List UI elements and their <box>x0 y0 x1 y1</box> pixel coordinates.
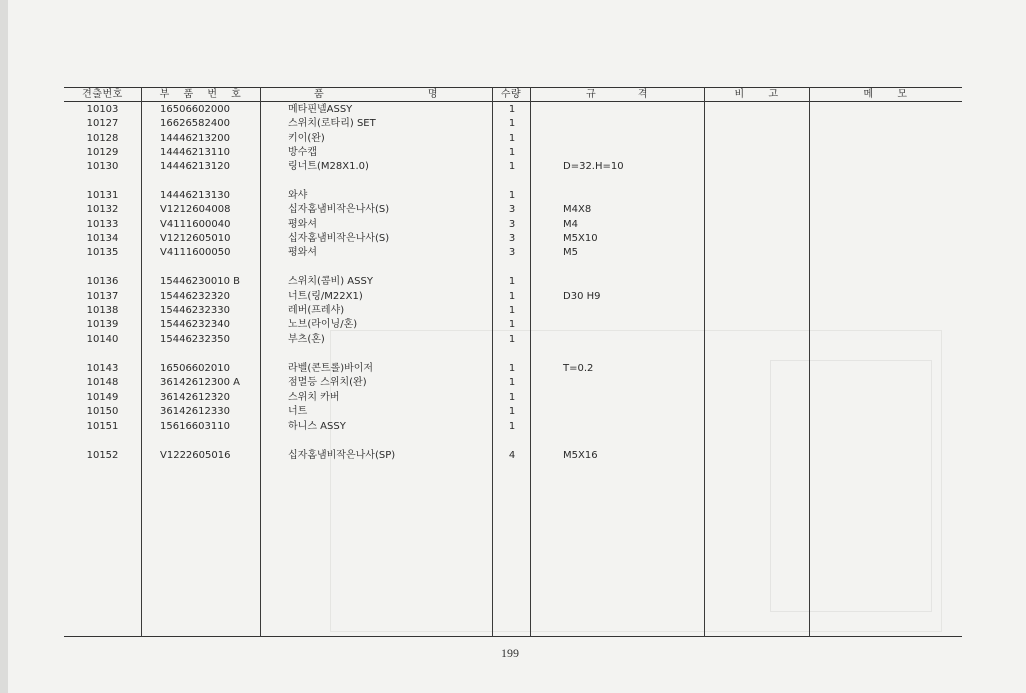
spec-cell: M5X16 <box>563 450 598 461</box>
part-name-cell: 하니스 ASSY <box>288 421 346 432</box>
quantity-cell: 1 <box>508 276 516 287</box>
part-name-cell: 레버(프레샤) <box>288 305 345 316</box>
part-name-cell: 십자홈냄비작은나사(S) <box>288 233 390 244</box>
part-no-cell: 10138 <box>86 305 119 316</box>
quantity-cell: 1 <box>508 291 516 302</box>
part-number-cell: 15446230010 B <box>160 276 241 287</box>
part-number-cell: V1212604008 <box>160 204 231 215</box>
part-no-cell: 10133 <box>86 219 119 230</box>
part-no-cell: 10127 <box>86 118 119 129</box>
part-number-cell: 14446213110 <box>160 147 230 158</box>
part-name-cell: 라벨(콘트롤)바이저 <box>288 363 374 374</box>
part-name-cell: 너트 <box>288 406 308 417</box>
part-name-cell: 링너트(M28X1.0) <box>288 161 369 172</box>
part-name-cell: 평와셔 <box>288 219 317 230</box>
table-row <box>64 449 962 463</box>
part-no-cell: 10139 <box>86 319 119 330</box>
part-no-cell: 10149 <box>86 392 119 403</box>
part-name-cell: 키이(완) <box>288 133 325 144</box>
part-no-cell: 10135 <box>86 247 119 258</box>
table-row <box>64 246 962 260</box>
part-number-cell: V4111600040 <box>160 219 231 230</box>
spec-cell: M4 <box>563 219 578 230</box>
part-number-cell: 14446213130 <box>160 190 230 201</box>
part-name-cell: 부츠(혼) <box>288 334 325 345</box>
header-quantity: 수량 <box>500 89 522 100</box>
part-number-cell: 36142612330 <box>160 406 230 417</box>
spec-cell: M5X10 <box>563 233 598 244</box>
table-row <box>64 391 962 405</box>
part-name-cell: 메타핀넬ASSY <box>288 104 353 115</box>
part-number-cell: 16626582400 <box>160 118 230 129</box>
header-part-number: 부 품 번 호 <box>159 89 242 100</box>
part-no-cell: 10151 <box>86 421 119 432</box>
table-row <box>64 420 962 434</box>
part-no-cell: 10134 <box>86 233 119 244</box>
part-name-cell: 와샤 <box>288 190 308 201</box>
part-name-cell: 스위치(로타리) SET <box>288 118 376 129</box>
table-row <box>64 275 962 289</box>
table-row <box>64 318 962 332</box>
table-row <box>64 362 962 376</box>
part-no-cell: 10136 <box>86 276 119 287</box>
quantity-cell: 1 <box>508 377 516 388</box>
quantity-cell: 1 <box>508 363 516 374</box>
quantity-cell: 1 <box>508 133 516 144</box>
quantity-cell: 3 <box>508 204 516 215</box>
table-row <box>64 405 962 419</box>
part-name-cell: 노브(라이닝/혼) <box>288 319 358 330</box>
part-number-cell: 15446232350 <box>160 334 230 345</box>
part-no-cell: 10131 <box>86 190 119 201</box>
part-name-cell: 십자홈냄비작은나사(SP) <box>288 450 396 461</box>
part-no-cell: 10128 <box>86 133 119 144</box>
part-no-cell: 10143 <box>86 363 119 374</box>
page-number: 199 <box>501 646 519 660</box>
table-bottom-rule <box>64 636 962 637</box>
table-row <box>64 189 962 203</box>
table-row <box>64 160 962 174</box>
quantity-cell: 1 <box>508 161 516 172</box>
part-number-cell: 15616603110 <box>160 421 230 432</box>
part-number-cell: 14446213200 <box>160 133 230 144</box>
parts-table <box>64 87 962 637</box>
part-name-cell: 점멸등 스위치(완) <box>288 377 367 388</box>
quantity-cell: 1 <box>508 305 516 316</box>
part-number-cell: 36142612320 <box>160 392 230 403</box>
table-row <box>64 203 962 217</box>
part-number-cell: V4111600050 <box>160 247 231 258</box>
table-row <box>64 232 962 246</box>
part-name-cell: 방수캡 <box>288 147 317 158</box>
part-no-cell: 10152 <box>86 450 119 461</box>
spec-cell: M5 <box>563 247 578 258</box>
header-part-name: 품 명 <box>314 89 438 100</box>
header-note: 비 고 <box>734 89 779 100</box>
part-no-cell: 10137 <box>86 291 119 302</box>
quantity-cell: 1 <box>508 334 516 345</box>
spec-cell: D=32.H=10 <box>563 161 624 172</box>
table-row <box>64 333 962 347</box>
part-number-cell: V1212605010 <box>160 233 231 244</box>
quantity-cell: 3 <box>508 233 516 244</box>
table-row <box>64 304 962 318</box>
header-rule <box>64 101 962 102</box>
part-number-cell: 16506602010 <box>160 363 230 374</box>
quantity-cell: 3 <box>508 219 516 230</box>
page-edge-shadow <box>0 0 8 693</box>
quantity-cell: 1 <box>508 421 516 432</box>
table-row <box>64 218 962 232</box>
part-number-cell: 15446232320 <box>160 291 230 302</box>
table-row <box>64 103 962 117</box>
part-no-cell: 10132 <box>86 204 119 215</box>
part-number-cell: V1222605016 <box>160 450 231 461</box>
part-no-cell: 10140 <box>86 334 119 345</box>
header-memo: 메 모 <box>863 89 908 100</box>
quantity-cell: 1 <box>508 147 516 158</box>
part-number-cell: 16506602000 <box>160 104 230 115</box>
quantity-cell: 1 <box>508 406 516 417</box>
spec-cell: T=0.2 <box>563 363 594 374</box>
quantity-cell: 1 <box>508 190 516 201</box>
quantity-cell: 1 <box>508 319 516 330</box>
part-no-cell: 10130 <box>86 161 119 172</box>
part-name-cell: 스위치(콤비) ASSY <box>288 276 373 287</box>
part-no-cell: 10103 <box>86 104 119 115</box>
quantity-cell: 4 <box>508 450 516 461</box>
part-number-cell: 15446232330 <box>160 305 230 316</box>
quantity-cell: 1 <box>508 104 516 115</box>
header-no: 견출번호 <box>82 89 123 100</box>
table-row <box>64 132 962 146</box>
part-number-cell: 14446213120 <box>160 161 230 172</box>
table-row <box>64 117 962 131</box>
quantity-cell: 1 <box>508 118 516 129</box>
part-name-cell: 스위치 카버 <box>288 392 340 403</box>
table-row <box>64 290 962 304</box>
part-no-cell: 10150 <box>86 406 119 417</box>
part-name-cell: 너트(링/M22X1) <box>288 291 363 302</box>
header-spec: 규 격 <box>586 89 648 100</box>
part-no-cell: 10148 <box>86 377 119 388</box>
part-name-cell: 십자홈냄비작은나사(S) <box>288 204 390 215</box>
part-number-cell: 36142612300 A <box>160 377 241 388</box>
spec-cell: D30 H9 <box>563 291 601 302</box>
table-row <box>64 376 962 390</box>
quantity-cell: 3 <box>508 247 516 258</box>
spec-cell: M4X8 <box>563 204 592 215</box>
part-no-cell: 10129 <box>86 147 119 158</box>
part-name-cell: 평와셔 <box>288 247 317 258</box>
table-row <box>64 146 962 160</box>
part-number-cell: 15446232340 <box>160 319 230 330</box>
quantity-cell: 1 <box>508 392 516 403</box>
